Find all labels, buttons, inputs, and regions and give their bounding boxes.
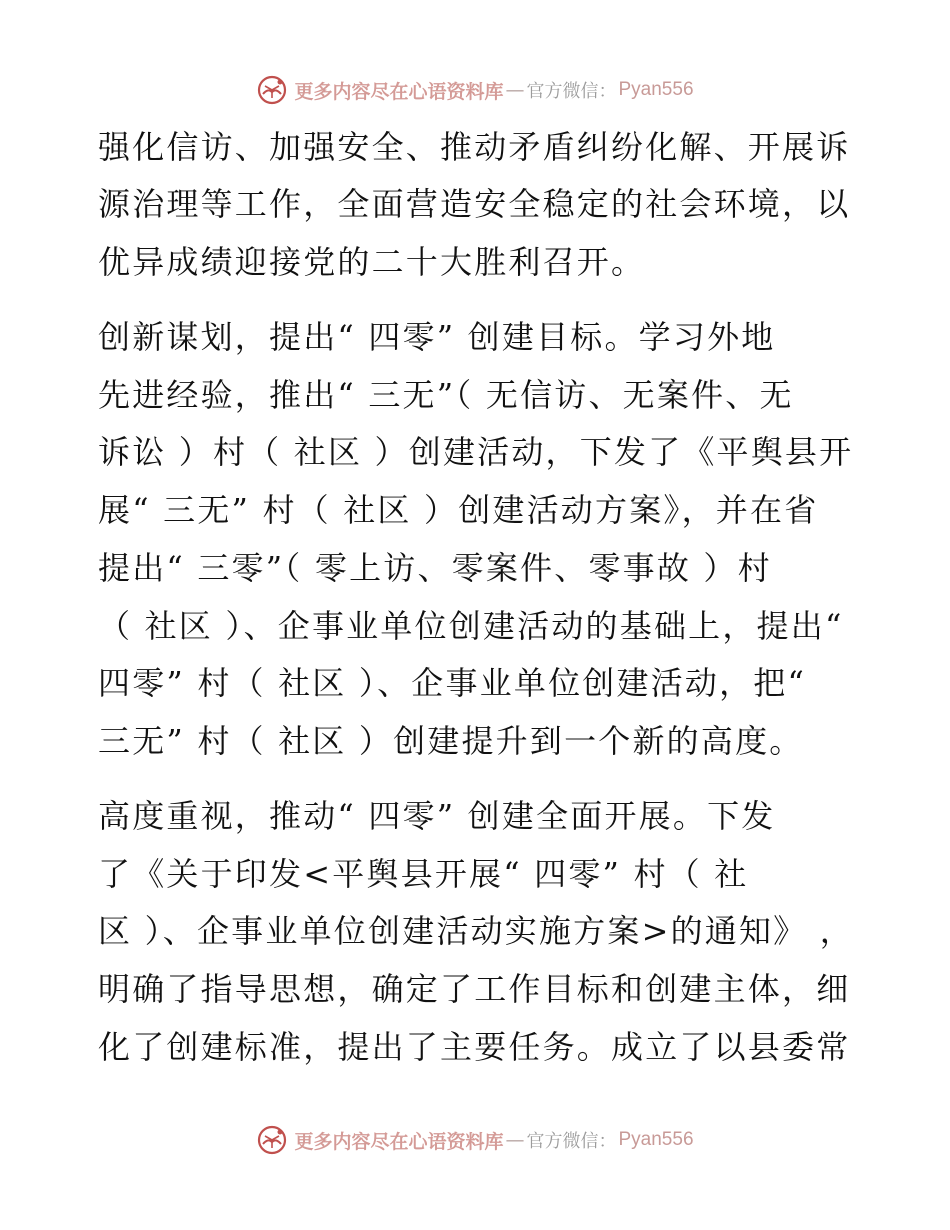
paragraph-line: 区 ）、企事业单位创建活动实施方案>的通知》 ，	[98, 912, 854, 950]
paragraph-line: 高度重视，推动“ 四零” 创建全面开展。下发	[98, 797, 776, 835]
banner-subtext: 官方微信：	[526, 81, 617, 102]
paragraph-line: 四零” 村（ 社区 ）、企事业单位创建活动，把“	[98, 664, 807, 702]
paragraph-line: 三无” 村（ 社区 ）创建提升到一个新的高度。	[98, 722, 804, 760]
paragraph-line: 创新谋划，提出“ 四零” 创建目标。学习外地	[98, 318, 776, 356]
paragraph-line: 强化信访、加强安全、推动矛盾纠纷化解、开展诉	[98, 128, 851, 166]
paragraph-line: （ 社区 ）、企事业单位创建活动的基础上，提出“	[98, 607, 844, 645]
paragraph-line: 源治理等工作，全面营造安全稳定的社会环境，以	[98, 185, 851, 223]
paragraph-line: 了《关于印发<平舆县开展“ 四零” 村（ 社	[98, 855, 749, 893]
paragraph-line: 提出“ 三零”（ 零上访、零案件、零事故 ）村	[98, 549, 772, 587]
banner-dash: —	[505, 79, 525, 101]
paragraph-line: 诉讼 ）村（ 社区 ）创建活动，下发了《平舆县开	[98, 433, 854, 471]
book-logo-icon	[256, 1124, 288, 1156]
banner-subtext: 官方微信：	[526, 1131, 617, 1152]
banner-title: 更多内容尽在心语资料库	[294, 1130, 504, 1153]
footer-banner	[0, 1120, 950, 1160]
banner-dash: —	[505, 1129, 525, 1151]
paragraph-line: 展“ 三无” 村（ 社区 ）创建活动方案》，并在省	[98, 491, 819, 529]
paragraph-line: 先进经验，推出“ 三无”（ 无信访、无案件、无	[98, 376, 794, 414]
paragraph-line: 明确了指导思想，确定了工作目标和创建主体，细	[98, 970, 851, 1008]
banner-account: Pyan556	[618, 1129, 694, 1150]
paragraph-line: 化了创建标准，提出了主要任务。成立了以县委常	[98, 1028, 851, 1066]
banner-title: 更多内容尽在心语资料库	[294, 80, 504, 103]
banner-account: Pyan556	[618, 79, 694, 100]
paragraph-line: 优异成绩迎接党的二十大胜利召开。	[98, 243, 646, 281]
